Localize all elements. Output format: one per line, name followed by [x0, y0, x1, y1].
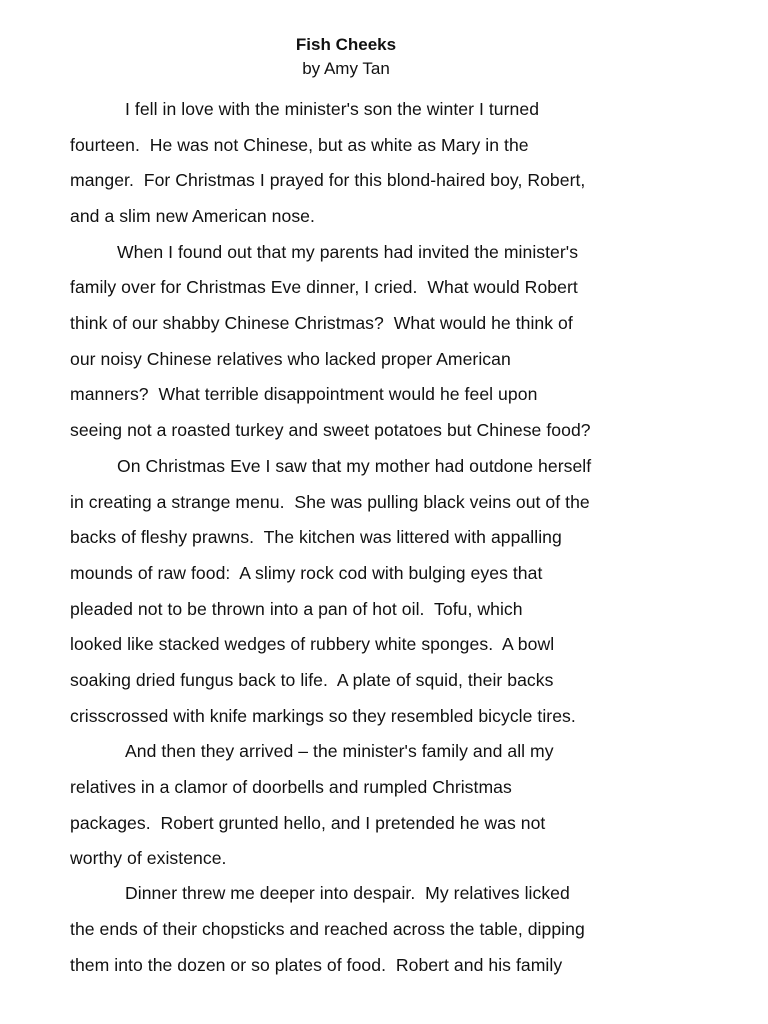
text-line: them into the dozen or so plates of food. Robert and his family [70, 955, 563, 975]
document-author: by Amy Tan [302, 59, 390, 78]
text-line: When I found out that my parents had invited the minister's [117, 242, 579, 262]
text-line: packages. Robert grunted hello, and I pretended he was not [70, 813, 546, 833]
text-line: On Christmas Eve I saw that my mother had outdone herself [117, 456, 592, 476]
text-line: looked like stacked wedges of rubbery white sponges. A bowl [70, 634, 555, 654]
text-line: mounds of raw food: A slimy rock cod with bulging eyes that [70, 563, 543, 583]
text-line: manger. For Christmas I prayed for this blond-haired boy, Robert, [70, 170, 586, 190]
text-line: crisscrossed with knife markings so they resembled bicycle tires. [70, 706, 576, 726]
text-line: soaking dried fungus back to life. A plate of squid, their backs [70, 670, 554, 690]
text-line: relatives in a clamor of doorbells and rumpled Christmas [70, 777, 512, 797]
text-line: Dinner threw me deeper into despair. My relatives licked [125, 883, 570, 903]
document-title: Fish Cheeks [295, 35, 397, 54]
text-line: manners? What terrible disappointment would he feel upon [70, 384, 538, 404]
text-line: worthy of existence. [70, 848, 227, 868]
text-line: backs of fleshy prawns. The kitchen was littered with appalling [70, 527, 562, 547]
text-line: and a slim new American nose. [70, 206, 315, 226]
text-line: think of our shabby Chinese Christmas? What would he think of [70, 313, 573, 333]
text-line: seeing not a roasted turkey and sweet potatoes but Chinese food? [70, 420, 591, 440]
text-line: family over for Christmas Eve dinner, I cried. What would Robert [70, 277, 578, 297]
text-line: pleaded not to be thrown into a pan of hot oil. Tofu, which [70, 599, 523, 619]
text-line: our noisy Chinese relatives who lacked proper American [70, 349, 511, 369]
text-line: I fell in love with the minister's son the winter I turned [125, 99, 540, 119]
text-line: fourteen. He was not Chinese, but as white as Mary in the [70, 135, 529, 155]
text-line: in creating a strange menu. She was pulling black veins out of the [70, 492, 590, 512]
text-line: And then they arrived – the minister's family and all my [125, 741, 554, 761]
text-line: the ends of their chopsticks and reached across the table, dipping [70, 919, 585, 939]
